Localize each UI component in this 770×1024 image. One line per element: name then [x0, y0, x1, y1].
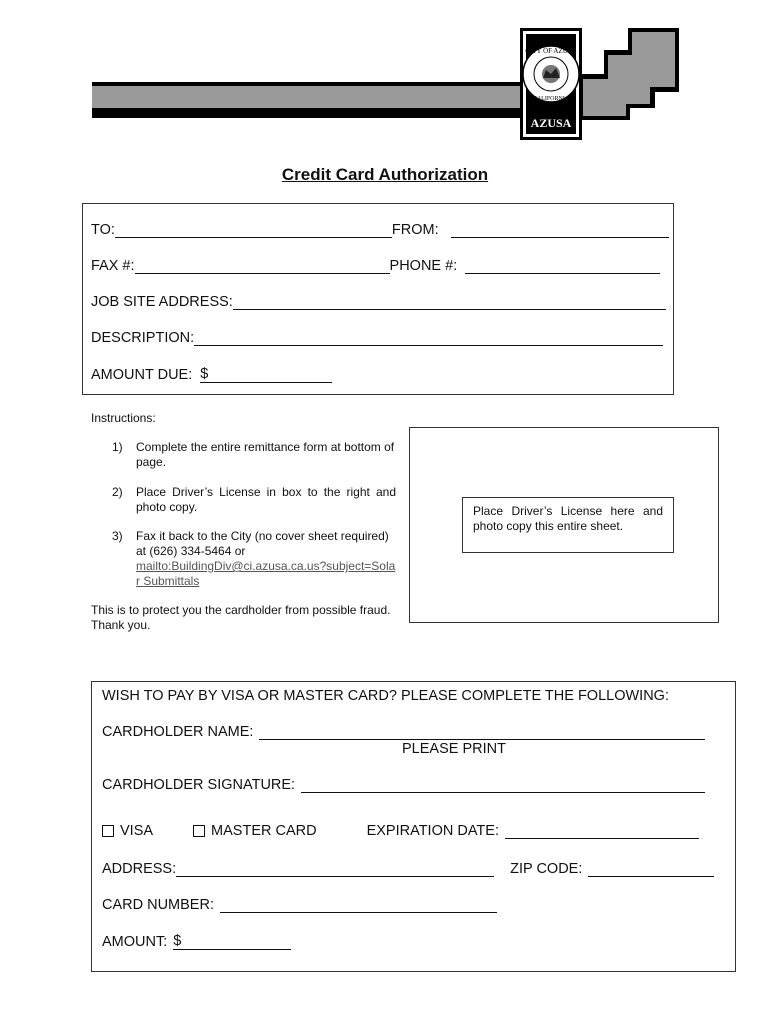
amount-due-dollar: $	[200, 366, 209, 382]
card-number-label: CARD NUMBER:	[102, 897, 214, 913]
phone-label: PHONE #:	[389, 258, 458, 274]
visa-label: VISA	[120, 823, 154, 839]
signature-label: CARDHOLDER SIGNATURE:	[102, 777, 296, 793]
to-field[interactable]	[115, 223, 392, 238]
mastercard-label: MASTER CARD	[211, 823, 317, 839]
phone-field[interactable]	[465, 259, 660, 274]
seal-bottom-text: CALIFORNIA	[532, 96, 570, 102]
payment-heading: WISH TO PAY BY VISA OR MASTER CARD? PLEASE COMPLETE THE FOLLOWING:	[102, 688, 669, 704]
job-site-row	[91, 294, 666, 310]
instruction-text-with-link	[136, 529, 396, 589]
amount-due-label: AMOUNT DUE:	[91, 367, 193, 383]
cardholder-name-label: CARDHOLDER NAME:	[102, 724, 254, 740]
instruction-number: 2)	[112, 485, 123, 499]
license-placement-box: Place Driver’s License here and photo copy this entire sheet.	[462, 497, 674, 553]
from-label: FROM:	[391, 222, 439, 238]
amount-due-field[interactable]	[200, 366, 332, 383]
expiration-field[interactable]	[505, 824, 699, 839]
instruction-text: Complete the entire remittance form at bottom of page.	[136, 440, 395, 469]
header-graphic	[0, 0, 770, 150]
contact-form-box	[82, 203, 674, 395]
header-band-gray	[92, 86, 520, 108]
address-field[interactable]	[176, 862, 494, 877]
fraud-note: This is to protect you the cardholder from possible fraud. Thank you.	[91, 603, 391, 632]
amount-label: AMOUNT:	[102, 934, 168, 950]
zip-label: ZIP CODE:	[510, 861, 583, 877]
visa-checkbox[interactable]	[102, 825, 114, 837]
please-print-label: PLEASE PRINT	[402, 741, 506, 757]
fax-field[interactable]	[135, 259, 390, 274]
instruction-number: 3)	[112, 529, 123, 543]
cardholder-name-row	[102, 724, 705, 740]
logo-name: AZUSA	[530, 116, 572, 130]
from-field[interactable]	[451, 223, 669, 238]
amount-due-row	[91, 366, 332, 383]
amount-dollar: $	[173, 933, 182, 949]
amount-field[interactable]	[173, 933, 291, 950]
mastercard-checkbox[interactable]	[193, 825, 205, 837]
amount-row	[102, 933, 291, 950]
expiration-label: EXPIRATION DATE:	[366, 823, 499, 839]
fax-row	[91, 258, 660, 274]
license-photo-area	[409, 427, 719, 623]
job-site-field[interactable]	[233, 295, 666, 310]
cardholder-name-field[interactable]	[259, 725, 705, 740]
card-number-row	[102, 897, 497, 913]
instruction-number: 1)	[112, 440, 123, 454]
instructions-heading: Instructions:	[91, 411, 156, 425]
seal-top-text: CITY OF AZUSA	[525, 47, 577, 55]
signature-row	[102, 777, 705, 793]
address-label: ADDRESS:	[102, 861, 177, 877]
address-row	[102, 861, 714, 877]
page-title: Credit Card Authorization	[281, 165, 489, 184]
card-number-field[interactable]	[220, 898, 497, 913]
payment-form-box	[91, 681, 736, 972]
to-row	[91, 222, 669, 238]
zip-field[interactable]	[588, 862, 714, 877]
instruction-text: Fax it back to the City (no cover sheet required) at (626) 334-5464 or	[136, 529, 389, 558]
signature-field[interactable]	[301, 778, 705, 793]
fax-label: FAX #:	[91, 258, 135, 274]
description-field[interactable]	[194, 331, 663, 346]
description-row	[91, 330, 663, 346]
job-site-label: JOB SITE ADDRESS:	[91, 294, 233, 310]
to-label: TO:	[91, 222, 115, 238]
description-label: DESCRIPTION:	[91, 330, 195, 346]
instruction-text: Place Driver’s License in box to the right and photo copy.	[136, 485, 396, 514]
card-type-row	[102, 823, 699, 839]
email-link[interactable]: mailto:BuildingDiv@ci.azusa.ca.us?subject=Solar Submittals	[136, 559, 396, 588]
